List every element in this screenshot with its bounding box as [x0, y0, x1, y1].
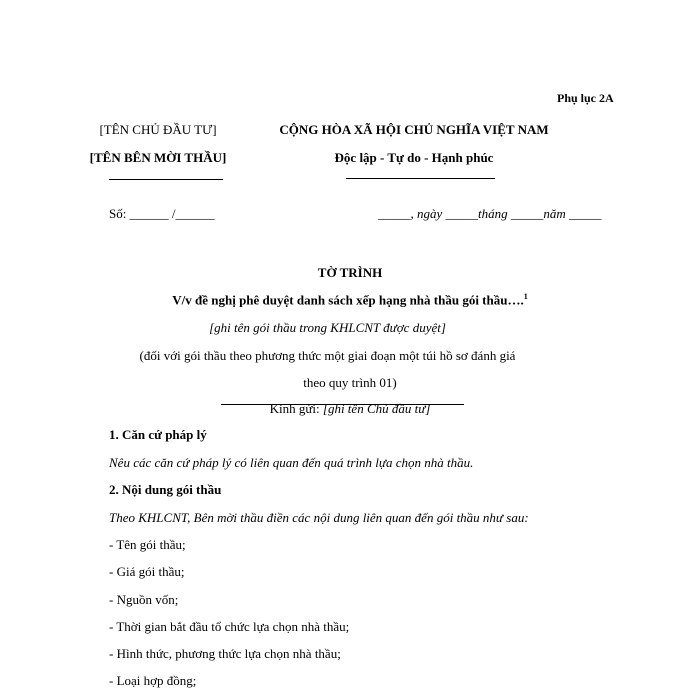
investor-name: [TÊN CHỦ ĐẦU TƯ]: [99, 122, 217, 137]
procuring-entity-name: [TÊN BÊN MỜI THẦU]: [89, 150, 227, 165]
right-header-rule: [346, 178, 495, 179]
left-header-rule: [109, 179, 223, 180]
section-1-heading: 1. Căn cứ pháp lý: [109, 427, 207, 442]
date-blank-month: _____: [510, 206, 544, 221]
document-subject: [0, 292, 700, 308]
section-2-heading: 2. Nội dung gói thầu: [109, 482, 222, 497]
date-month-label: tháng: [478, 206, 511, 221]
list-item: - Thời gian bắt đầu tổ chức lựa chọn nhà thầu;: [109, 619, 350, 634]
document-date: [378, 206, 602, 222]
list-item: - Tên gói thầu;: [109, 537, 186, 552]
list-item: - Nguồn vốn;: [109, 592, 179, 607]
date-year-label: năm: [543, 206, 570, 221]
recipient-value: [ghi tên Chủ đầu tư]: [322, 401, 431, 416]
subject-note: [ghi tên gói thầu trong KHLCNT được duyệt]: [209, 320, 446, 335]
document-number: Số: ______ /______: [109, 206, 215, 221]
list-item: - Giá gói thầu;: [109, 564, 185, 579]
subject-text: V/v đề nghị phê duyệt danh sách xếp hạng nhà thầu gói thầu….: [172, 292, 524, 308]
scope-line-2: theo quy trình 01): [303, 375, 397, 390]
list-item: - Hình thức, phương thức lựa chọn nhà thầu;: [109, 646, 341, 661]
section-2-intro: Theo KHLCNT, Bên mời thầu điền các nội dung liên quan đến gói thầu như sau:: [109, 510, 529, 525]
date-blank-year: _____: [569, 206, 602, 221]
recipient-line: [0, 401, 700, 417]
national-title: CỘNG HÒA XÃ HỘI CHỦ NGHĨA VIỆT NAM: [279, 122, 549, 137]
scope-line-1: (đối với gói thầu theo phương thức một giai đoạn một túi hồ sơ đánh giá: [139, 348, 516, 363]
subject-footnote-marker: 1: [523, 292, 528, 301]
national-motto: Độc lập - Tự do - Hạnh phúc: [334, 150, 494, 165]
appendix-label: Phụ lục 2A: [557, 91, 614, 105]
recipient-label: Kính gửi:: [269, 401, 323, 416]
date-blank-place: _____: [378, 206, 411, 221]
date-day-label: , ngày: [410, 206, 446, 221]
list-item: - Loại hợp đồng;: [109, 673, 197, 688]
section-1-text: Nêu các căn cứ pháp lý có liên quan đến quá trình lựa chọn nhà thầu.: [109, 455, 474, 470]
document-title: TỜ TRÌNH: [317, 265, 383, 280]
date-blank-day: _____: [445, 206, 479, 221]
